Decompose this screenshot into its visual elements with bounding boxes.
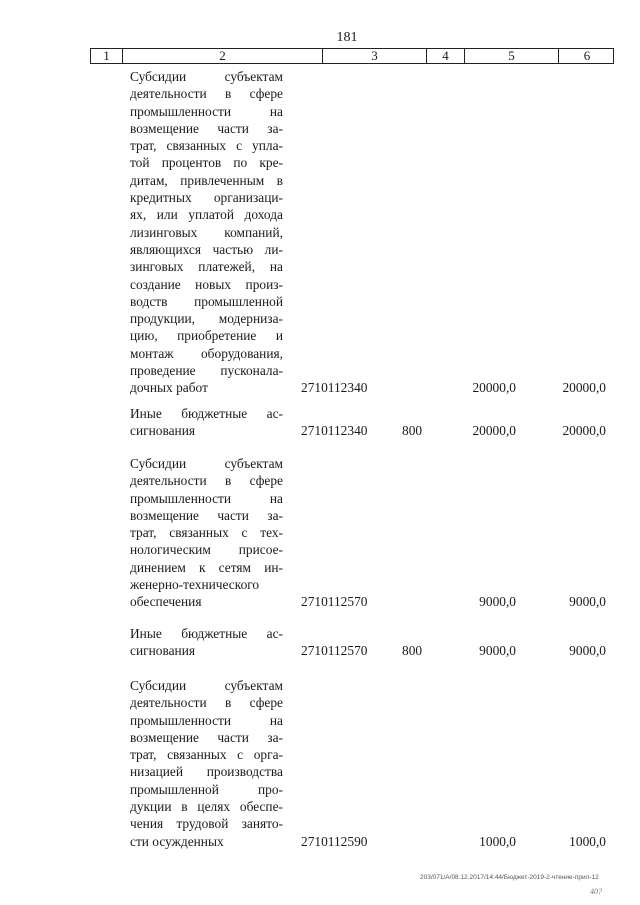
row-code: 2710112590 (301, 833, 368, 849)
description-line: возмещение части за- (130, 507, 283, 523)
column-header-2: 2 (123, 49, 323, 63)
column-header-4: 4 (427, 49, 465, 63)
table-header (90, 48, 614, 64)
description-line: возмещение части за- (130, 120, 283, 136)
description-line: трат, связанных с орга- (130, 747, 283, 763)
description-line: сигнования (130, 643, 196, 659)
row-code: 2710112340 (301, 423, 368, 439)
row-amount-col5: 9000,0 (479, 594, 516, 610)
row-expense-type: 800 (402, 643, 423, 659)
description-line: Субсидии субъектам (130, 456, 283, 471)
description-line: создание новых произ- (130, 276, 283, 292)
column-header-1: 1 (91, 49, 123, 63)
column-header-3: 3 (323, 49, 427, 63)
row-amount-col5: 20000,0 (472, 380, 516, 396)
row-description (130, 455, 283, 611)
description-line: деятельности в сфере (130, 473, 283, 489)
description-line: Субсидии субъектам (130, 678, 283, 693)
footer-stamp: 203/071/A/08.12.2017/14:44/Бюджет-2019-2-чтение-прил-12 (420, 874, 599, 881)
description-line: являющихся частью ли- (130, 241, 283, 257)
column-header-6: 6 (583, 48, 591, 63)
row-description (130, 68, 283, 397)
description-line: лизинговых компаний, (130, 224, 283, 240)
description-line: цию, приобретение и (130, 328, 283, 344)
description-line: чения трудовой занято- (130, 816, 283, 832)
row-amount-col5: 20000,0 (472, 423, 516, 439)
row-amount-col6: 9000,0 (569, 643, 606, 659)
description-line: Иные бюджетные ас- (130, 406, 283, 421)
row-code: 2710112340 (301, 380, 368, 396)
description-line: ях, или уплатой дохода (130, 207, 283, 223)
description-line: продукции, модерниза- (130, 311, 283, 327)
row-code: 2710112570 (301, 643, 368, 659)
description-line: деятельности в сфере (130, 695, 283, 711)
row-amount-col5: 1000,0 (479, 833, 516, 849)
description-line: монтаж оборудования, (130, 345, 283, 361)
description-line: кредитных организаци- (130, 190, 283, 206)
row-description (130, 677, 283, 850)
column-header-5: 5 (465, 49, 559, 63)
description-line: промышленности на (130, 712, 283, 728)
footer-page-mark: 40? (590, 887, 602, 896)
description-line: водств промышленной (130, 293, 283, 309)
row-amount-col6: 20000,0 (562, 380, 606, 396)
description-line: низацией производства (130, 764, 283, 780)
description-line: промышленной про- (130, 781, 283, 797)
description-line: возмещение части за- (130, 729, 283, 745)
description-line: дукции в целях обеспе- (130, 799, 283, 815)
row-amount-col6: 1000,0 (569, 833, 606, 849)
description-line: зинговых платежей, на (130, 259, 283, 275)
description-line: обеспечения (130, 594, 202, 610)
description-line: деятельности в сфере (130, 86, 283, 102)
row-code: 2710112570 (301, 594, 368, 610)
description-line: трат, связанных с упла- (130, 138, 283, 154)
description-line: сигнования (130, 423, 196, 439)
page-number: 181 (336, 30, 358, 45)
row-amount-col5: 9000,0 (479, 643, 516, 659)
row-amount-col6: 20000,0 (562, 423, 606, 439)
description-line: промышленности на (130, 490, 283, 506)
row-description (130, 405, 283, 440)
description-line: Иные бюджетные ас- (130, 626, 283, 641)
description-line: нологическим присое- (130, 542, 283, 558)
description-line: сти осужденных (130, 833, 224, 849)
row-expense-type: 800 (402, 423, 423, 439)
description-line: трат, связанных с тех- (130, 525, 283, 541)
description-line: дитам, привлеченным в (130, 172, 283, 188)
description-line: проведение пусконала- (130, 363, 283, 379)
row-description (130, 625, 283, 660)
description-line: женерно-технического (130, 577, 260, 593)
description-line: Субсидии субъектам (130, 69, 283, 84)
description-line: той процентов по кре- (130, 155, 283, 171)
description-line: динением к сетям ин- (130, 559, 283, 575)
row-amount-col6: 9000,0 (569, 594, 606, 610)
description-line: промышленности на (130, 103, 283, 119)
description-line: дочных работ (130, 380, 208, 396)
